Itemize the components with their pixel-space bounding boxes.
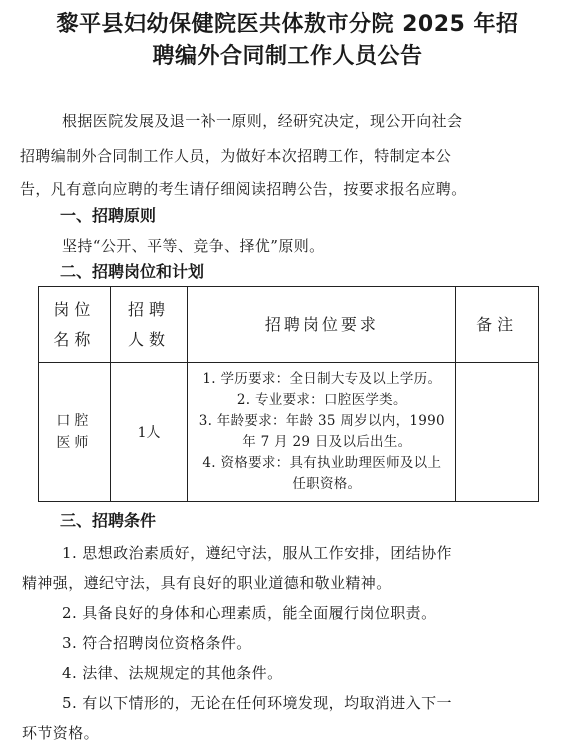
section3-heading: 三、招聘条件 [60, 511, 157, 530]
condition-4: 4. 法律、法规规定的其他条件。 [62, 664, 283, 682]
condition-1-line1: 1. 思想政治素质好，遵纪守法，服从工作安排，团结协作 [62, 544, 452, 562]
header-count-line2: 人数 [128, 329, 171, 349]
requirement-age-line1: 3. 年龄要求：年龄 35 周岁以内，1990 [198, 413, 445, 429]
section1-heading: 一、招聘原则 [60, 206, 157, 225]
header-count [110, 287, 188, 363]
header-remarks: 备注 [456, 287, 539, 363]
intro-line2: 招聘编制外合同制工作人员，为做好本次招聘工作，特制定本公 [20, 147, 452, 165]
header-position-line2: 名称 [53, 329, 96, 349]
cell-remarks [456, 363, 539, 502]
cell-position [39, 363, 111, 502]
document-title-line1: 黎平县妇幼保健院医共体敖市分院 2025 年招 [56, 12, 519, 37]
intro-line1: 根据医院发展及退一补一原则，经研究决定，现公开向社会 [62, 112, 463, 130]
section1-text: 坚持“公开、平等、竞争、择优”原则。 [62, 237, 325, 255]
requirement-age-line2: 年 7 月 29 日及以后出生。 [242, 434, 412, 450]
table-row [39, 363, 539, 502]
requirement-education: 1. 学历要求：全日制大专及以上学历。 [202, 371, 442, 387]
condition-2: 2. 具备良好的身体和心理素质，能全面履行岗位职责。 [62, 604, 437, 622]
condition-1-line2: 精神强，遵纪守法，具有良好的职业道德和敬业精神。 [22, 574, 392, 592]
cell-position-line1: 口腔 [56, 413, 93, 429]
header-position-line1: 岗位 [53, 299, 96, 319]
intro-line3: 告，凡有意向应聘的考生请仔细阅读招聘公告，按要求报名应聘。 [20, 180, 467, 198]
requirement-major: 2. 专业要求：口腔医学类。 [236, 392, 407, 408]
cell-position-line2: 医师 [56, 435, 93, 451]
condition-5-line2: 环节资格。 [22, 724, 100, 742]
condition-3: 3. 符合招聘岗位资格条件。 [62, 634, 252, 652]
table-header-row [39, 287, 539, 363]
cell-requirements [188, 363, 456, 502]
header-count-line1: 招聘 [128, 299, 171, 319]
section2-heading: 二、招聘岗位和计划 [60, 262, 205, 281]
requirement-qualification-line2: 任职资格。 [292, 476, 362, 492]
condition-5-line1: 5. 有以下情形的，无论在任何环境发现，均取消进入下一 [62, 694, 452, 712]
positions-table [38, 286, 539, 502]
document-title-line2: 聘编外合同制工作人员公告 [152, 44, 423, 69]
header-position [39, 287, 111, 363]
requirement-qualification-line1: 4. 资格要求：具有执业助理医师及以上 [202, 455, 442, 471]
header-requirements: 招聘岗位要求 [188, 287, 456, 363]
cell-count: 1人 [110, 363, 188, 502]
